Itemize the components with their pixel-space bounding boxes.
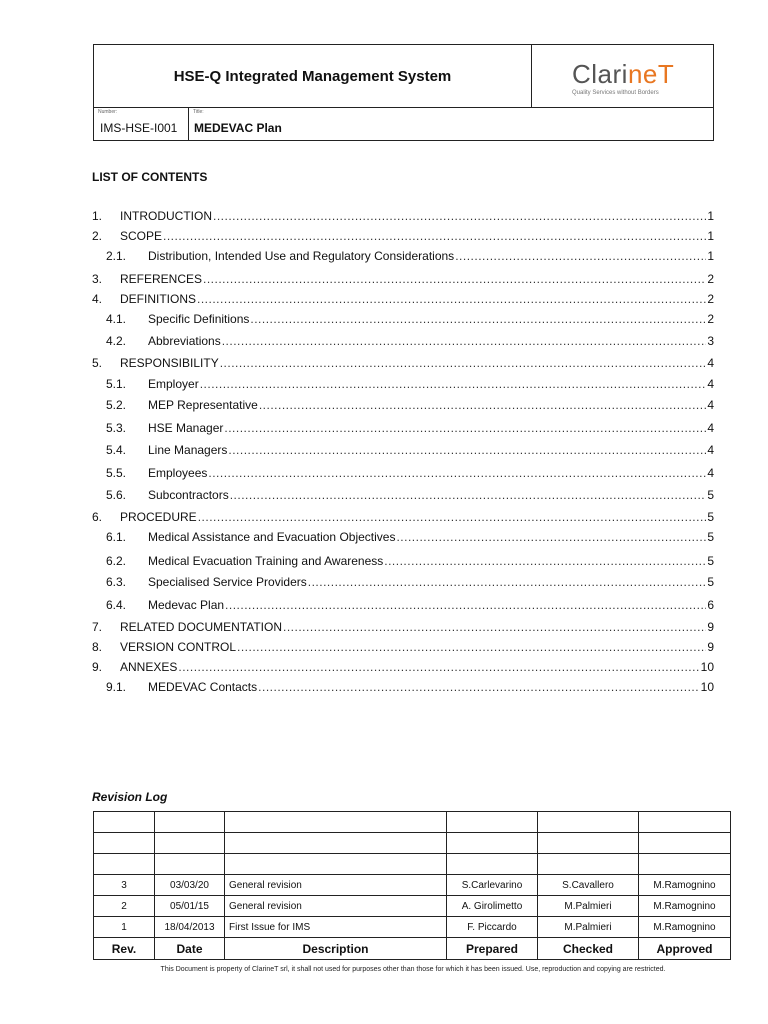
toc-entry-title: Distribution, Intended Use and Regulatory Considerations [148, 249, 455, 263]
toc-entry[interactable] [92, 398, 714, 414]
toc-leader-dots [200, 377, 707, 391]
toc-entry-title: MEP Representative [148, 398, 258, 412]
revision-row [94, 896, 731, 917]
toc-leader-dots [213, 209, 706, 223]
document-number: IMS-HSE-I001 [100, 121, 178, 135]
toc-entry-number: 8. [92, 640, 103, 654]
revision-column-header: Date [155, 938, 225, 960]
toc-entry-title: Abbreviations [148, 334, 221, 348]
toc-entry-title: Medevac Plan [148, 598, 225, 612]
toc-entry-title: DEFINITIONS [120, 292, 197, 306]
toc-entry-title: SCOPE [120, 229, 163, 243]
toc-entry-title: Employees [148, 466, 208, 480]
toc-entry-title: Specialised Service Providers [148, 575, 307, 589]
revision-cell [639, 854, 731, 875]
toc-entry-title: Subcontractors [148, 488, 229, 502]
toc-heading: LIST OF CONTENTS [92, 170, 208, 184]
revision-cell [94, 812, 155, 833]
toc-entry-page: 5 [707, 488, 714, 502]
toc-entry[interactable] [92, 640, 714, 656]
toc-entry-page: 4 [707, 398, 714, 412]
footer-note: This Document is property of ClarineT srl, it shall not used for purposes other than those for which it has been issued. Use, reproduction and copying are restricted. [160, 966, 666, 973]
toc-leader-dots [283, 620, 706, 634]
revision-cell [538, 833, 639, 854]
toc-entry-title: HSE Manager [148, 421, 224, 435]
revision-row [94, 812, 731, 833]
toc-entry-title: INTRODUCTION [120, 209, 212, 223]
toc-entry-page: 4 [707, 466, 714, 480]
revision-cell: 2 [94, 896, 155, 917]
toc-leader-dots [197, 292, 706, 306]
toc-entry-page: 6 [707, 598, 714, 612]
title-label: Title: [193, 109, 204, 115]
toc-entry-page: 4 [707, 421, 714, 435]
revision-cell [639, 812, 731, 833]
toc-entry-number: 2.1. [106, 249, 127, 263]
toc-entry-number: 5.4. [106, 443, 127, 457]
revision-cell: M.Ramognino [639, 917, 731, 938]
toc-entry-number: 4.1. [106, 312, 127, 326]
revision-cell [225, 812, 447, 833]
toc-entry-number: 5.1. [106, 377, 127, 391]
toc-entry-number: 9. [92, 660, 103, 674]
revision-cell: 1 [94, 917, 155, 938]
revision-cell [155, 812, 225, 833]
toc-leader-dots [230, 488, 707, 502]
revision-log-title: Revision Log [92, 790, 168, 804]
revision-cell [639, 833, 731, 854]
toc-entry[interactable] [92, 575, 714, 591]
toc-entry-title: Line Managers [148, 443, 228, 457]
revision-cell [447, 833, 538, 854]
revision-column-header: Prepared [447, 938, 538, 960]
revision-cell: M.Ramognino [639, 896, 731, 917]
toc-entry-title: RELATED DOCUMENTATION [120, 620, 283, 634]
toc-entry-page: 2 [707, 292, 714, 306]
toc-entry[interactable] [92, 209, 714, 225]
toc-entry-page: 5 [707, 575, 714, 589]
revision-row [94, 833, 731, 854]
revision-cell [155, 833, 225, 854]
toc-leader-dots [384, 554, 706, 568]
system-title-cell [94, 45, 532, 108]
toc-entry-page: 9 [707, 620, 714, 634]
revision-column-header: Checked [538, 938, 639, 960]
toc-entry[interactable] [92, 356, 714, 372]
toc-entry[interactable] [92, 510, 714, 526]
toc-entry-title: ANNEXES [120, 660, 178, 674]
toc-entry-number: 4. [92, 292, 103, 306]
revision-cell [538, 854, 639, 875]
toc-leader-dots [203, 272, 706, 286]
toc-entry-number: 5.5. [106, 466, 127, 480]
toc-entry[interactable] [92, 292, 714, 308]
toc-leader-dots [396, 530, 706, 544]
revision-cell: M.Palmieri [538, 896, 639, 917]
toc-entry-number: 5.3. [106, 421, 127, 435]
toc-entry[interactable] [92, 466, 714, 482]
toc-entry-number: 6. [92, 510, 103, 524]
revision-row [94, 854, 731, 875]
revision-row [94, 875, 731, 896]
toc-entry-page: 5 [707, 530, 714, 544]
toc-leader-dots [198, 510, 707, 524]
toc-entry[interactable] [92, 598, 714, 614]
toc-leader-dots [228, 443, 706, 457]
document-header [93, 44, 714, 141]
toc-leader-dots [224, 421, 706, 435]
revision-column-header: Rev. [94, 938, 155, 960]
toc-entry-number: 6.2. [106, 554, 127, 568]
toc-entry-title: RESPONSIBILITY [120, 356, 219, 370]
toc-leader-dots [178, 660, 699, 674]
toc-leader-dots [250, 312, 706, 326]
toc-entry-title: MEDEVAC Contacts [148, 680, 258, 694]
revision-cell: S.Cavallero [538, 875, 639, 896]
toc-leader-dots [220, 356, 707, 370]
logo-cell [532, 45, 713, 108]
logo-text-part2: neT [627, 59, 675, 89]
toc-entry-number: 3. [92, 272, 103, 286]
toc-entry[interactable] [92, 249, 714, 265]
toc-entry-title: PROCEDURE [120, 510, 197, 524]
toc-entry-title: Specific Definitions [148, 312, 250, 326]
toc-entry-number: 6.3. [106, 575, 127, 589]
revision-cell: M.Palmieri [538, 917, 639, 938]
company-logo [572, 59, 674, 90]
toc-entry-page: 1 [707, 229, 714, 243]
revision-cell: F. Piccardo [447, 917, 538, 938]
toc-leader-dots [308, 575, 707, 589]
toc-leader-dots [163, 229, 706, 243]
toc-entry-page: 4 [707, 356, 714, 370]
revision-cell [447, 812, 538, 833]
toc-entry-number: 5.2. [106, 398, 127, 412]
toc-entry-number: 5.6. [106, 488, 127, 502]
toc-entry-title: REFERENCES [120, 272, 203, 286]
toc-entry[interactable] [92, 443, 714, 459]
logo-tagline: Quality Services without Borders [572, 90, 659, 96]
revision-header-row [94, 938, 731, 960]
logo-text-part1: Clari [572, 59, 628, 89]
revision-row [94, 917, 731, 938]
system-title: HSE-Q Integrated Management System [173, 67, 452, 85]
toc-entry-number: 9.1. [106, 680, 127, 694]
toc-entry[interactable] [92, 334, 714, 350]
revision-cell [447, 854, 538, 875]
revision-cell: A. Girolimetto [447, 896, 538, 917]
revision-cell: 03/03/20 [155, 875, 225, 896]
toc-entry-title: Medical Evacuation Training and Awareness [148, 554, 384, 568]
toc-entry-page: 3 [707, 334, 714, 348]
toc-entry-title: Employer [148, 377, 199, 391]
revision-cell: M.Ramognino [639, 875, 731, 896]
toc-leader-dots [225, 598, 706, 612]
toc-entry-page: 5 [707, 554, 714, 568]
revision-cell: First Issue for IMS [225, 917, 447, 938]
toc-entry-number: 7. [92, 620, 103, 634]
toc-leader-dots [259, 398, 706, 412]
toc-leader-dots [237, 640, 706, 654]
toc-leader-dots [455, 249, 706, 263]
toc-entry-number: 4.2. [106, 334, 127, 348]
toc-entry[interactable] [92, 680, 714, 696]
toc-entry-number: 6.4. [106, 598, 127, 612]
revision-cell [225, 854, 447, 875]
toc-entry-page: 4 [707, 377, 714, 391]
toc-entry[interactable] [92, 229, 714, 245]
toc-entry-page: 1 [707, 249, 714, 263]
toc-entry[interactable] [92, 530, 714, 546]
revision-cell [225, 833, 447, 854]
toc-entry[interactable] [92, 660, 714, 676]
revision-cell [538, 812, 639, 833]
revision-cell [94, 854, 155, 875]
toc-entry[interactable] [92, 421, 714, 437]
revision-cell: 3 [94, 875, 155, 896]
toc-entry-page: 2 [707, 312, 714, 326]
toc-leader-dots [208, 466, 706, 480]
revision-log-table [93, 811, 731, 960]
document-title: MEDEVAC Plan [194, 121, 282, 135]
toc-entry-page: 10 [700, 680, 714, 694]
revision-cell: General revision [225, 896, 447, 917]
toc-entry[interactable] [92, 377, 714, 393]
toc-entry-title: Medical Assistance and Evacuation Objectives [148, 530, 396, 544]
toc-entry-number: 1. [92, 209, 103, 223]
toc-entry-number: 5. [92, 356, 103, 370]
revision-cell: General revision [225, 875, 447, 896]
toc-entry-page: 5 [707, 510, 714, 524]
revision-cell [94, 833, 155, 854]
title-cell [189, 108, 713, 140]
revision-cell: S.Carlevarino [447, 875, 538, 896]
number-label: Number: [98, 109, 118, 115]
toc-entry-page: 10 [700, 660, 714, 674]
toc-entry[interactable] [92, 620, 714, 636]
toc-entry-page: 2 [707, 272, 714, 286]
toc-entry-page: 9 [707, 640, 714, 654]
revision-cell [155, 854, 225, 875]
revision-cell: 18/04/2013 [155, 917, 225, 938]
toc-entry[interactable] [92, 272, 714, 288]
toc-entry[interactable] [92, 554, 714, 570]
toc-entry-title: VERSION CONTROL [120, 640, 237, 654]
revision-column-header: Description [225, 938, 447, 960]
toc-entry[interactable] [92, 488, 714, 504]
toc-entry-page: 1 [707, 209, 714, 223]
toc-leader-dots [222, 334, 707, 348]
toc-entry-number: 2. [92, 229, 103, 243]
revision-column-header: Approved [639, 938, 731, 960]
toc-leader-dots [258, 680, 699, 694]
toc-entry[interactable] [92, 312, 714, 328]
number-cell [94, 108, 189, 140]
revision-cell: 05/01/15 [155, 896, 225, 917]
toc-entry-number: 6.1. [106, 530, 127, 544]
toc-entry-page: 4 [707, 443, 714, 457]
